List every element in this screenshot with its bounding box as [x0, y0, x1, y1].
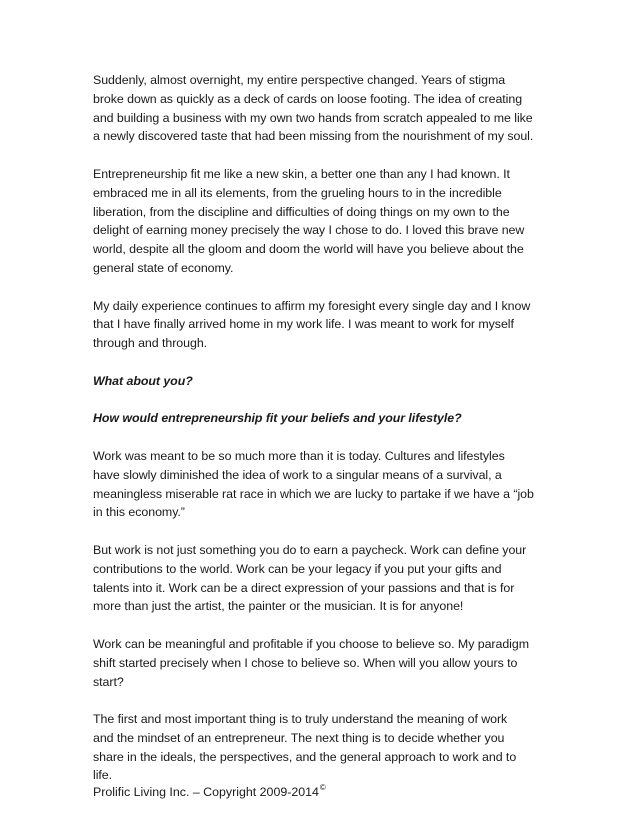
document-body: [93, 71, 563, 785]
page-footer: [93, 783, 326, 801]
footer-copyright-text: Prolific Living Inc. – Copyright 2009-2014: [93, 785, 319, 799]
text-line: that I have finally arrived home in my work life. I was meant to work for myself: [93, 317, 514, 332]
text-line: Suddenly, almost overnight, my entire perspective changed. Years of stigma: [93, 73, 506, 87]
paragraph-spacer: [93, 278, 563, 297]
text-line: in this economy.”: [93, 505, 185, 520]
text-line: What about you?: [93, 373, 193, 388]
paragraph-spacer: [93, 391, 563, 410]
text-line: liberation, from the discipline and difficulties of doing things on my own to the: [93, 204, 510, 219]
text-line: talents into it. Work can be a direct expression of your passions and that is for: [93, 580, 515, 595]
body-paragraph: [93, 541, 563, 616]
text-line: general state of economy.: [93, 260, 234, 275]
body-paragraph: [93, 165, 563, 278]
text-line: broke down as quickly as a deck of cards on loose footing. The idea of creating: [93, 91, 523, 106]
text-line: and the mindset of an entrepreneur. The next thing is to decide whether you: [93, 730, 505, 745]
text-line: Entrepreneurship fit me like a new skin, a better one than any I had known. It: [93, 166, 510, 181]
text-line: life.: [93, 768, 113, 783]
paragraph-spacer: [93, 353, 563, 372]
text-line: world, despite all the gloom and doom the world will have you believe about the: [93, 242, 524, 257]
text-line: start?: [93, 674, 124, 689]
text-line: meaningless miserable rat race in which we are lucky to partake if we have a “job: [93, 486, 534, 501]
body-paragraph: [93, 297, 563, 353]
text-line: and building a business with my own two hands from scratch appealed to me like: [93, 110, 533, 125]
section-heading: [93, 372, 563, 391]
paragraph-spacer: [93, 522, 563, 541]
copyright-mark: ©: [319, 783, 326, 792]
paragraph-spacer: [93, 428, 563, 447]
paragraph-spacer: [93, 146, 563, 165]
text-line: more than just the artist, the painter or the musician. It is for anyone!: [93, 599, 464, 614]
text-line: contributions to the world. Work can be your legacy if you put your gifts and: [93, 561, 502, 576]
text-line: a newly discovered taste that had been missing from the nourishment of my soul.: [93, 129, 534, 144]
text-line: embraced me in all its elements, from the grueling hours to in the incredible: [93, 185, 502, 200]
body-paragraph: [93, 635, 563, 691]
body-paragraph: [93, 710, 563, 785]
text-line: share in the ideals, the perspectives, and the general approach to work and to: [93, 749, 517, 764]
text-line: My daily experience continues to affirm my foresight every single day and I know: [93, 298, 531, 313]
text-line: But work is not just something you do to earn a paycheck. Work can define your: [93, 542, 527, 557]
text-line: The first and most important thing is to truly understand the meaning of work: [93, 712, 508, 727]
section-heading: [93, 409, 563, 428]
body-paragraph: [93, 447, 563, 522]
paragraph-spacer: [93, 616, 563, 635]
paragraph-spacer: [93, 691, 563, 710]
text-line: through and through.: [93, 336, 208, 351]
text-line: Work can be meaningful and profitable if you choose to believe so. My paradigm: [93, 636, 529, 651]
body-paragraph: [93, 71, 563, 146]
text-line: have slowly diminished the idea of work to a singular means of a survival, a: [93, 467, 502, 482]
text-line: How would entrepreneurship fit your beliefs and your lifestyle?: [93, 411, 462, 426]
text-line: shift started precisely when I chose to believe so. When will you allow yours to: [93, 655, 518, 670]
text-line: delight of earning money precisely the way I chose to do. I loved this brave new: [93, 223, 525, 238]
text-line: Work was meant to be so much more than it is today. Cultures and lifestyles: [93, 448, 505, 463]
